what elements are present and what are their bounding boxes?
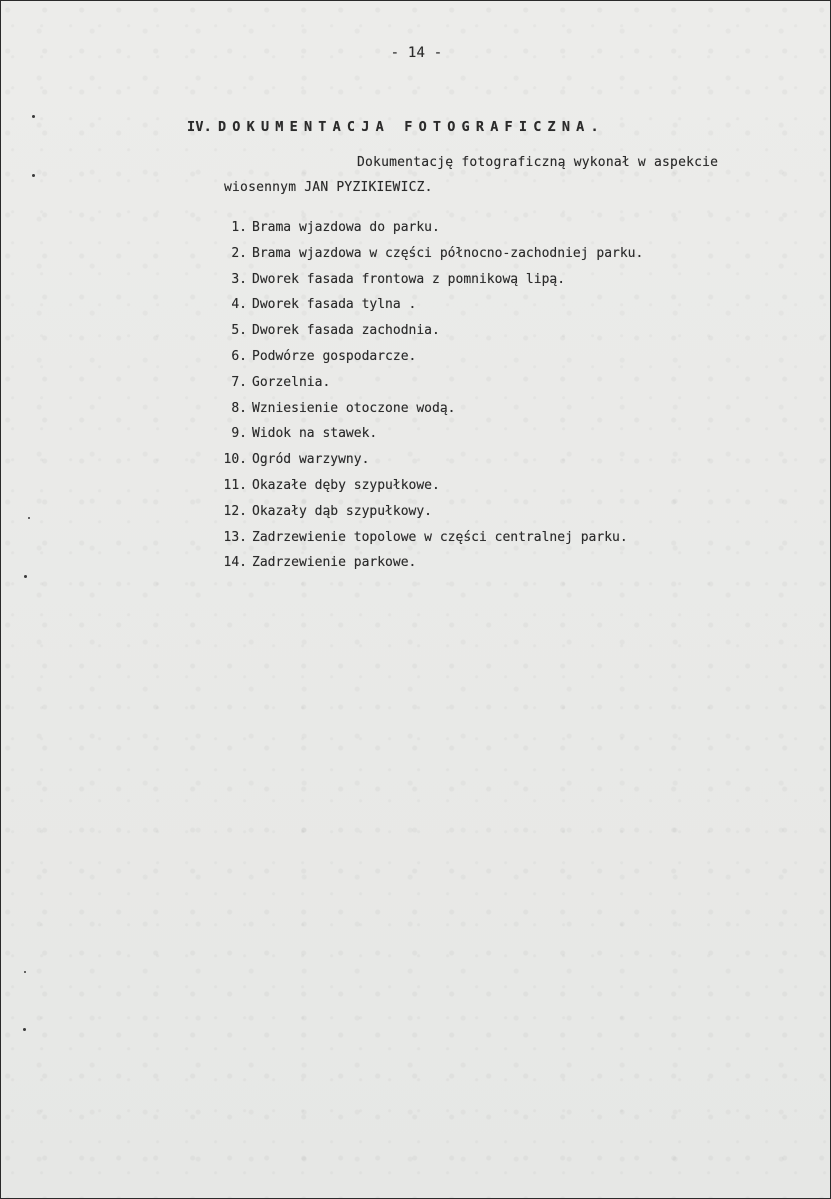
item-number: 8. [231, 400, 247, 416]
item-number: 9. [231, 426, 247, 442]
list-item [216, 504, 643, 530]
intro-line-1: Dokumentację fotograficzną wykonał w aspekcie [357, 155, 719, 170]
item-text: Dworek fasada zachodnia. [252, 323, 440, 339]
item-number: 11. [223, 477, 247, 493]
list-item [216, 530, 643, 556]
list-item [216, 246, 643, 272]
item-text: Okazały dąb szypułkowy. [252, 503, 433, 519]
scan-speck [32, 115, 35, 118]
scan-speck [28, 517, 30, 519]
list-item [216, 272, 643, 298]
item-number: 2. [231, 245, 247, 261]
list-item [216, 478, 643, 504]
item-number: 14. [223, 555, 247, 571]
list-item [216, 555, 643, 581]
item-text: Dworek fasada frontowa z pomnikową lipą. [252, 271, 566, 287]
list-item [216, 220, 643, 246]
scan-speck [24, 971, 26, 973]
photo-list [216, 220, 643, 581]
list-item [216, 375, 643, 401]
item-text: Brama wjazdowa do parku. [252, 220, 440, 235]
list-item [216, 323, 643, 349]
scan-speck [23, 1028, 26, 1031]
item-number: 7. [231, 374, 247, 390]
intro-line-2: wiosennym JAN PYZIKIEWICZ. [224, 180, 433, 195]
item-text: Wzniesienie otoczone wodą. [252, 400, 456, 416]
item-number: 6. [231, 348, 247, 364]
item-text: Widok na stawek. [252, 426, 378, 442]
item-text: Zadrzewienie topolowe w części centralnej parku. [252, 529, 628, 545]
section-numeral: IV. [187, 119, 212, 135]
item-number: 10. [223, 452, 247, 468]
list-item [216, 452, 643, 478]
item-text: Gorzelnia. [252, 374, 331, 390]
item-number: 3. [231, 271, 247, 287]
list-item [216, 349, 643, 375]
list-item [216, 426, 643, 452]
item-text: Dworek fasada tylna . [252, 297, 417, 313]
item-number: 1. [231, 220, 247, 235]
item-text: Ogród warzywny. [252, 452, 370, 468]
section-title: DOKUMENTACJA FOTOGRAFICZNA. [217, 119, 605, 135]
scan-speck [24, 575, 27, 578]
list-item [216, 401, 643, 427]
item-number: 13. [223, 529, 247, 545]
item-number: 4. [231, 297, 247, 313]
scan-speck [32, 174, 35, 177]
item-text: Brama wjazdowa w części północno-zachodniej parku. [252, 245, 644, 261]
section-heading [187, 119, 605, 135]
item-text: Zadrzewienie parkowe. [252, 555, 417, 571]
item-number: 12. [223, 503, 247, 519]
page-number: - 14 - [390, 45, 443, 61]
item-text: Okazałe dęby szypułkowe. [252, 477, 440, 493]
item-number: 5. [231, 323, 247, 339]
list-item [216, 297, 643, 323]
item-text: Podwórze gospodarcze. [252, 348, 417, 364]
